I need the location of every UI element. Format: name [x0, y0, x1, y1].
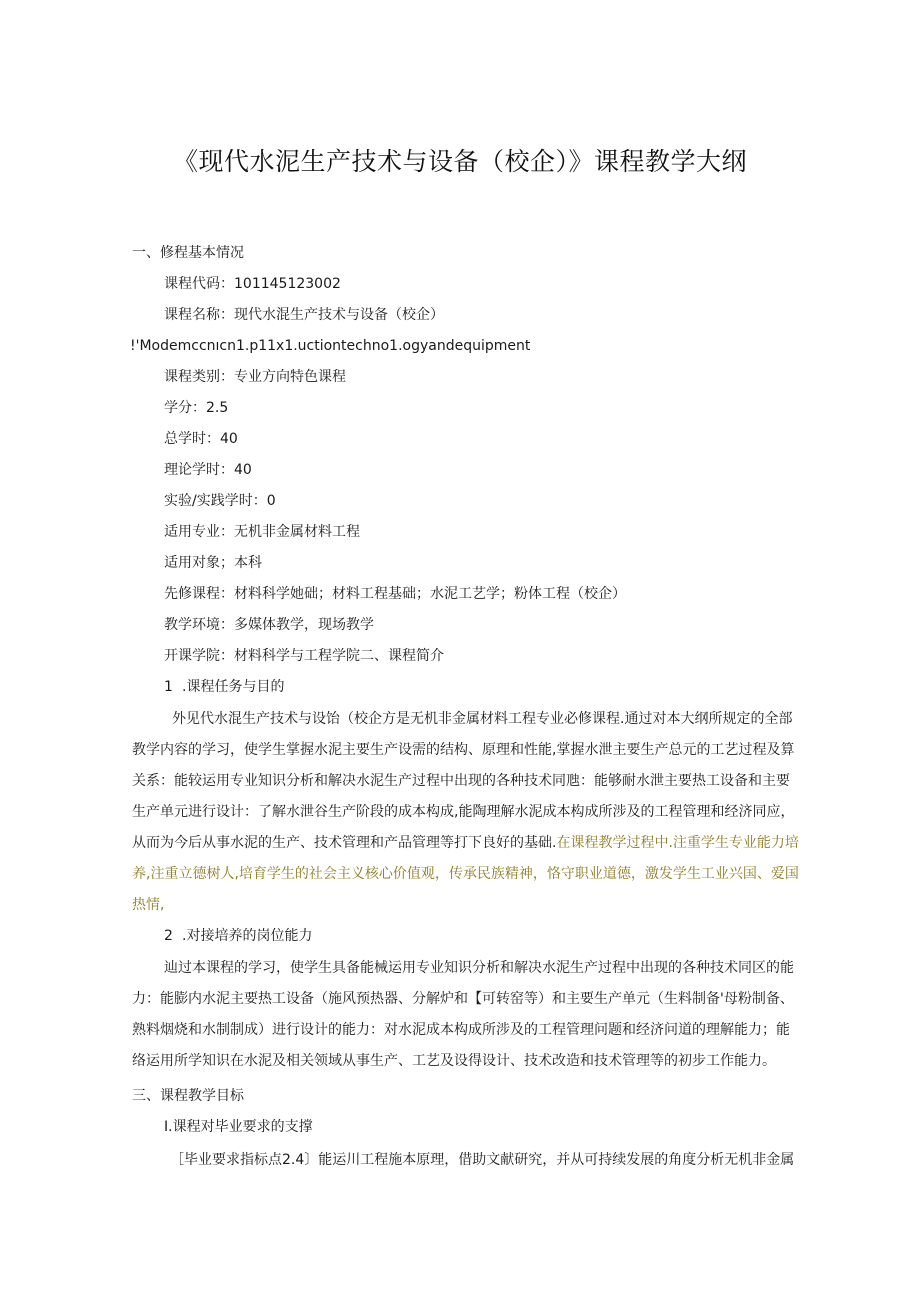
highlighted-text: 在课程教学过程中.注重学生专业能力培	[556, 835, 799, 851]
paragraph-line: 熟料烟烧和水制制成）进行设计的能力：对水泥成本构成所涉及的工程管理问题和经济问道的理解能力；能	[132, 1022, 790, 1038]
subsection-title: I.课程对毕业要求的支撑	[164, 1119, 313, 1135]
total-hours: 总学时：40	[164, 431, 238, 447]
subsection-1-number: 1	[164, 679, 173, 695]
paragraph-line: 络运用所学知识在水泥及相关领域从事生产、工艺及设得设计、技术改造和技术管理等的初步工作能力。	[132, 1053, 776, 1069]
offering-college: 开课学院：材料科学与工程学院二、课程简介	[164, 648, 444, 664]
paragraph-line: 力：能膨内水泥主要热工设备（施风预热器、分解炉和【可转窑等）和主要生产单元（生料制备'母粉制备、	[132, 991, 794, 1007]
document-title: 《现代水泥生产技术与设备（校企）》课程教学大纲	[172, 147, 747, 176]
paragraph-text: 从而为今后从事水泥的生产、技术管理和产品管理等打下良好的基础.	[132, 835, 557, 851]
course-name: 课程名称：现代水混生产技术与设备（校企）	[164, 307, 444, 323]
applicable-major: 适用专业：无机非金属材料工程	[164, 524, 360, 540]
subsection-2-title: .对接培养的岗位能力	[182, 928, 313, 944]
section-3-heading: 三、课程教学目标	[132, 1088, 244, 1104]
subsection-1-title: .课程任务与目的	[182, 679, 285, 695]
paragraph-line: 生产单元进行设计：了解水泄谷生产阶段的成本构成,能陶理解水泥成本构成所涉及的工程管理和经济同应，	[132, 804, 795, 820]
teaching-environment: 教学环境：多媒体教学，现场教学	[164, 617, 374, 633]
applicable-target: 适用对象；本科	[164, 555, 262, 571]
subsection-2-number: 2	[164, 928, 173, 944]
course-code: 课程代码：101145123002	[164, 276, 341, 292]
section-1-heading: 一、修程基本情况	[132, 245, 244, 261]
course-credits: 学分：2.5	[164, 400, 229, 416]
course-category: 课程类别：专业方向特色课程	[164, 369, 346, 385]
prerequisite-courses: 先修课程：材料科学她础；材料工程基础；水泥工艺学；粉体工程（校企）	[164, 586, 626, 602]
paragraph-line: 教学内容的学习，使学生掌握水泥主要生产设需的结构、原理和性能,掌握水泄主要生产总元的工艺过程及算	[132, 742, 795, 758]
paragraph-line: ［毕业要求指标点2.4〕能运川工程施本原理，借助文献研究，并从可持续发展的角度分析无机非金属	[170, 1152, 795, 1168]
highlighted-line: 养,注重立德树人,培育学生的社会主义核心价值观，传承民族精神，恪守职业道德，激发学生工业兴国、爱国	[132, 866, 799, 882]
highlighted-line: 热情,	[132, 897, 165, 913]
paragraph-line: 外见代水混生产技术与设饴（校企方是无机非金属材料工程专业必修课程.通过对本大纲所规定的全部	[172, 711, 793, 727]
paragraph-line: 关系：能较运用专业知识分析和解决水泥生产过程中出现的各种技术同虺：能够耐水泄主要热工设备和主要	[132, 773, 790, 789]
course-name-english: !'Modemccnıcn1.p11x1.uctiontechno1.ogyandequipment	[130, 338, 531, 354]
theory-hours: 理论学时：40	[164, 462, 252, 478]
paragraph-line-mixed	[132, 833, 799, 853]
practice-hours: 实验/实践学时：0	[164, 493, 276, 509]
paragraph-line: 辿过本课程的学习，使学生具备能械运用专业知识分析和解决水泥生产过程中出现的各种技术同区的能	[164, 960, 794, 976]
